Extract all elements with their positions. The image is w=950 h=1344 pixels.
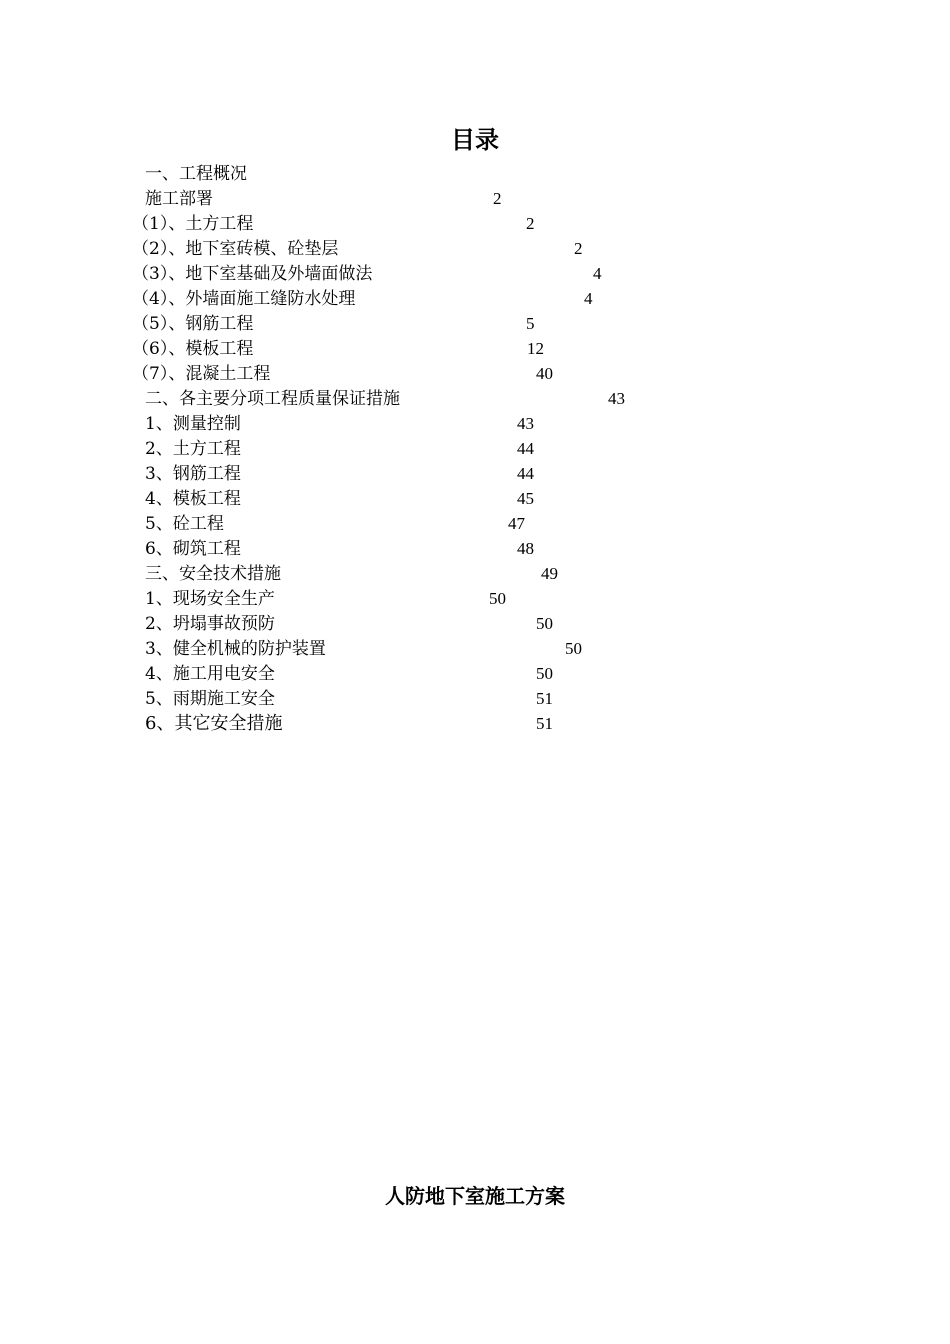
toc-entry-page: 44 [517, 439, 534, 458]
toc-entry-page: 40 [536, 364, 553, 383]
toc-entry-page: 50 [536, 614, 553, 633]
toc-entry-label: 3、健全机械的防护装置 [145, 639, 326, 659]
toc-entry-page: 2 [526, 214, 535, 233]
toc-entry-label: 三、安全技术措施 [145, 564, 281, 584]
toc-entry-page: 2 [493, 189, 502, 208]
toc-entry-label: 6、其它安全措施 [145, 713, 283, 734]
toc-entry-page: 4 [584, 289, 593, 308]
document-title: 人防地下室施工方案 [385, 1184, 565, 1208]
toc-entry-page: 51 [536, 714, 553, 733]
toc-entry-page: 5 [526, 314, 535, 333]
toc-entry-label: 5、雨期施工安全 [145, 689, 275, 709]
toc-entry-label: （1）、土方工程 [132, 214, 254, 234]
toc-title: 目录 [451, 126, 499, 154]
toc-entry-page: 43 [608, 389, 625, 408]
toc-entry-page: 44 [517, 464, 534, 483]
toc-entry-page: 47 [508, 514, 525, 533]
toc-entry-page: 45 [517, 489, 534, 508]
toc-entry-label: 5、砼工程 [145, 514, 224, 534]
toc-entry-label: （7）、混凝土工程 [132, 364, 271, 384]
toc-entry-label: 二、各主要分项工程质量保证措施 [145, 389, 400, 409]
toc-entry-label: 一、工程概况 [145, 164, 247, 184]
toc-entry-page: 50 [565, 639, 582, 658]
toc-entry-label: （4）、外墙面施工缝防水处理 [132, 289, 356, 309]
toc-entry-label: 施工部署 [145, 189, 213, 209]
toc-entry-page: 12 [527, 339, 544, 358]
toc-entry-label: 4、模板工程 [145, 489, 241, 509]
toc-entry-label: 1、测量控制 [145, 414, 241, 434]
toc-entry-page: 43 [517, 414, 534, 433]
toc-entry-label: 6、砌筑工程 [145, 539, 241, 559]
toc-entry-label: （3）、地下室基础及外墙面做法 [132, 264, 373, 284]
toc-entry-page: 50 [536, 664, 553, 683]
toc-entry-label: 1、现场安全生产 [145, 589, 275, 609]
toc-entry-label: 4、施工用电安全 [145, 664, 275, 684]
toc-entry-page: 49 [541, 564, 558, 583]
toc-entry-label: 3、钢筋工程 [145, 464, 241, 484]
toc-entry-label: 2、土方工程 [145, 439, 241, 459]
toc-entry-page: 51 [536, 689, 553, 708]
toc-entry-label: （5）、钢筋工程 [132, 314, 254, 334]
toc-entry-page: 2 [574, 239, 583, 258]
toc-entry-label: （6）、模板工程 [132, 339, 254, 359]
toc-entry-label: （2）、地下室砖模、砼垫层 [132, 239, 339, 259]
toc-entry-page: 50 [489, 589, 506, 608]
toc-entry-page: 4 [593, 264, 602, 283]
toc-entry-label: 2、坍塌事故预防 [145, 614, 275, 634]
toc-entry-page: 48 [517, 539, 534, 558]
